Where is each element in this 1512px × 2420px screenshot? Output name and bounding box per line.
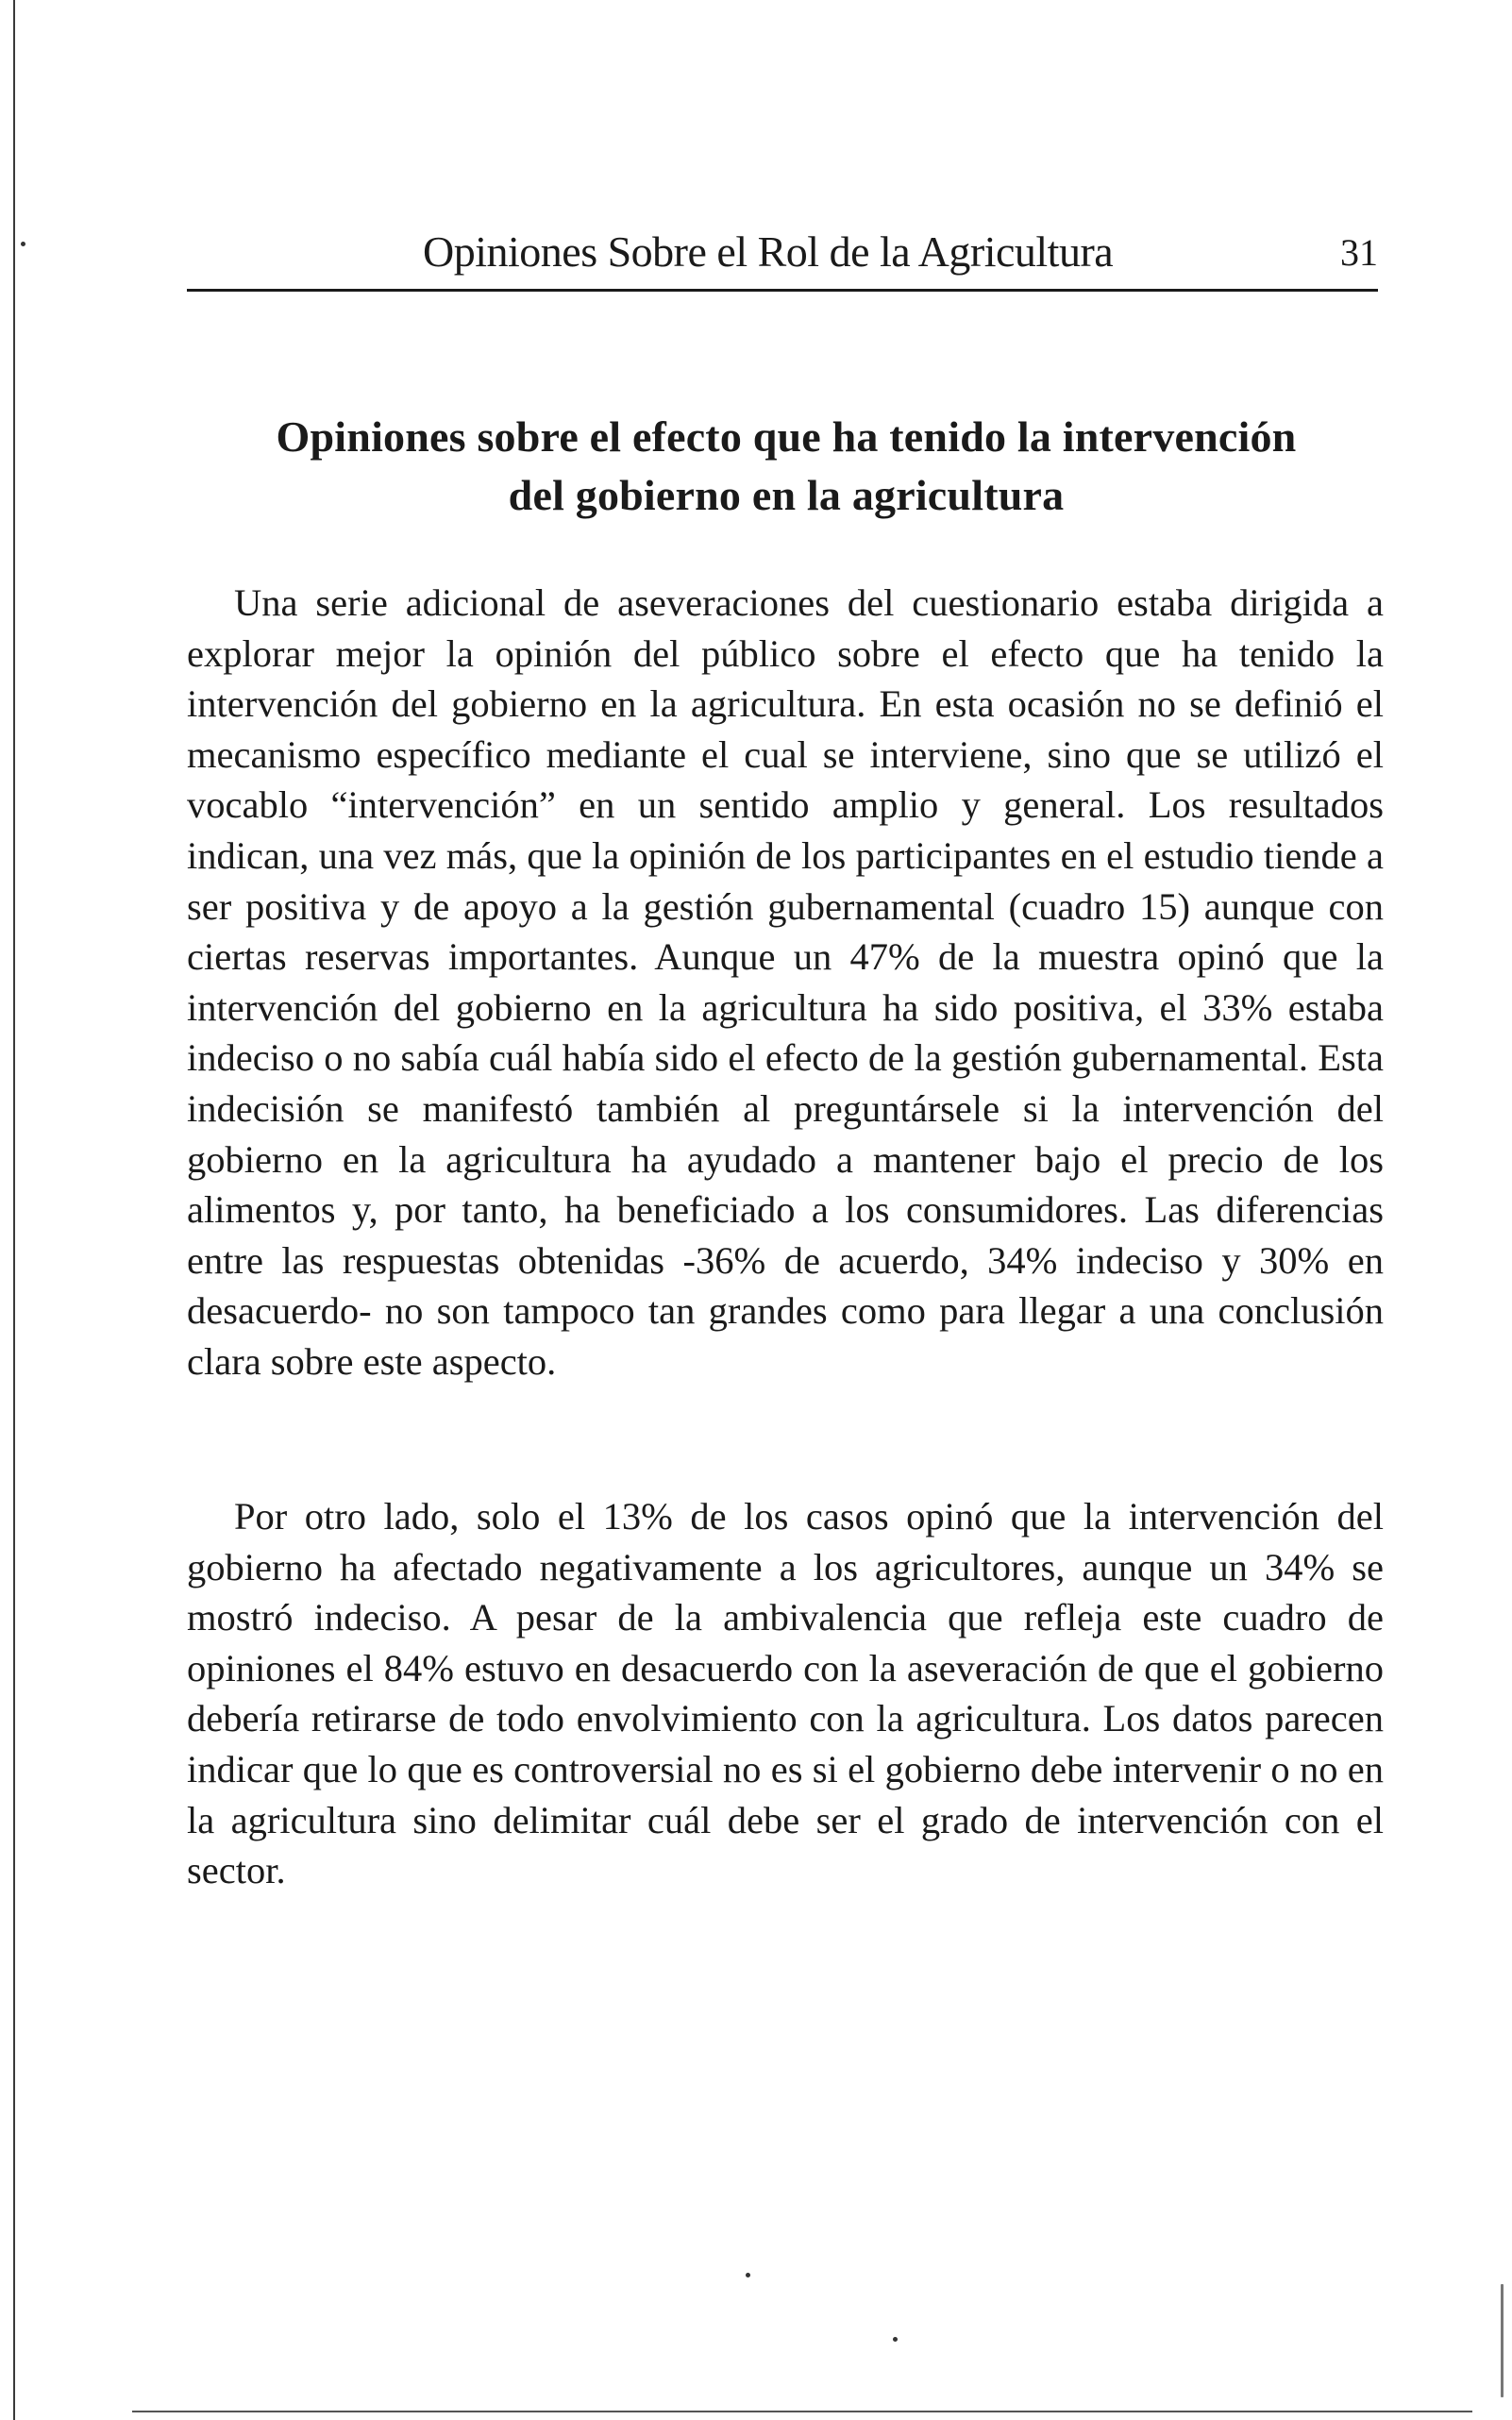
- scan-speck: [746, 2273, 750, 2277]
- paragraph-2: Por otro lado, solo el 13% de los casos opinó que la intervención del gobierno ha afectado negativamente a los agricultores, aunque un 34% se mostró indeciso. A pesar de la ambivalencia que refleja este cuadro de opiniones el 84% estuvo en desacuerdo con la aseveración de que el gobierno debería retirarse de todo envolvimiento con la agricultura. Los datos parecen indicar que lo que es controversial no es si el gobierno debe intervenir o no en la agricultura sino delimitar cuál debe ser el grado de intervención con el sector.: [187, 1495, 1384, 1892]
- section-title: [187, 408, 1386, 525]
- paragraph-1: Una serie adicional de aseveraciones del cuestionario estaba dirigida a explorar mejor la opinión del público sobre el efecto que ha tenido la intervención del gobierno en la agricultura. En esta ocasión no se definió el mecanismo específico mediante el cual se interviene, sino que se utilizó el vocablo “intervención” en un sentido amplio y general. Los resultados indican, una vez más, que la opinión de los participantes en el estudio tiende a ser positiva y de apoyo a la gestión gubernamental (cuadro 15) aunque con ciertas reservas importantes. Aunque un 47% de la muestra opinó que la intervención del gobierno en la agricultura ha sido positiva, el 33% estaba indeciso o no sabía cuál había sido el efecto de la gestión gubernamental. Esta indecisión se manifestó también al preguntársele si la intervención del gobierno en la agricultura ha ayudado a mantener bajo el precio de los alimentos y, por tanto, ha beneficiado a los consumidores. Las diferencias entre las respuestas obtenidas -36% de acuerdo, 34% indeciso y 30% en desacuerdo- no son tampoco tan grandes como para llegar a una conclusión clara sobre este aspecto.: [187, 581, 1384, 1383]
- section-title-line-2: del gobierno en la agricultura: [508, 471, 1065, 519]
- page-header: [187, 219, 1378, 292]
- page-number: 31: [1340, 231, 1378, 274]
- section-title-line-1: Opiniones sobre el efecto que ha tenido la intervención: [276, 412, 1297, 461]
- bottom-rule: [132, 2411, 1472, 2412]
- scan-speck: [893, 2337, 898, 2342]
- scan-speck: [1501, 2284, 1504, 2397]
- scan-speck: [21, 242, 25, 246]
- page-left-edge: [13, 0, 15, 2420]
- running-title: Opiniones Sobre el Rol de la Agricultura: [423, 227, 1114, 276]
